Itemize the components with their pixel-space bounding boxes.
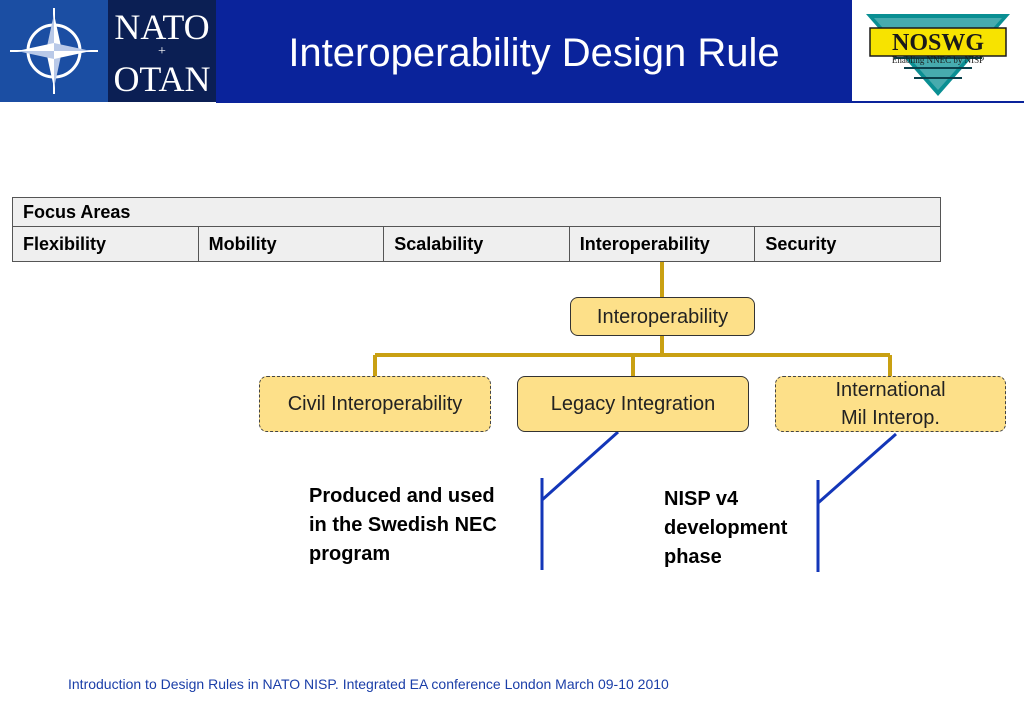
noswg-tagline: Enabling NNEC by NISP [891, 55, 985, 65]
bracket-nisp-diagonal [818, 434, 896, 503]
noswg-wordmark: NOSWG [891, 30, 985, 56]
node-civil-label: Civil Interoperability [287, 393, 463, 415]
note-nisp-line2: development [664, 517, 788, 539]
node-international-mil-interop [775, 376, 1006, 432]
focus-area-flexibility: Flexibility [13, 227, 199, 262]
node-civil-interoperability [259, 376, 491, 432]
note-nisp-line1: NISP v4 [664, 488, 739, 510]
nato-word: NATO [114, 7, 210, 47]
focus-area-interoperability: Interoperability [569, 227, 755, 262]
note-swedish-line1: Produced and used [309, 485, 495, 507]
node-intl-line1: International [835, 379, 946, 401]
otan-word: OTAN [113, 59, 211, 99]
page-title: Interoperability Design Rule [288, 31, 780, 75]
nato-divider-cross: + [158, 44, 166, 59]
bracket-swedish-diagonal [542, 432, 618, 500]
focus-area-scalability: Scalability [384, 227, 570, 262]
node-legacy-label: Legacy Integration [550, 393, 716, 415]
note-nisp-line3: phase [664, 546, 722, 568]
node-intl-label [835, 376, 945, 432]
note-swedish-nec [309, 482, 544, 569]
focus-area-mobility: Mobility [198, 227, 384, 262]
focus-areas-header: Focus Areas [13, 198, 941, 227]
note-swedish-line2: in the Swedish NEC [309, 514, 497, 536]
node-interoperability-label: Interoperability [596, 305, 729, 328]
focus-area-security: Security [755, 227, 941, 262]
node-interoperability [570, 297, 755, 336]
node-intl-line2: Mil Interop. [841, 407, 940, 429]
footer-text: Introduction to Design Rules in NATO NISP. Integrated EA conference London March 09-10 2010 [68, 676, 669, 692]
note-swedish-line3: program [309, 543, 391, 565]
note-nisp-v4 [664, 485, 814, 572]
node-legacy-integration [517, 376, 749, 432]
